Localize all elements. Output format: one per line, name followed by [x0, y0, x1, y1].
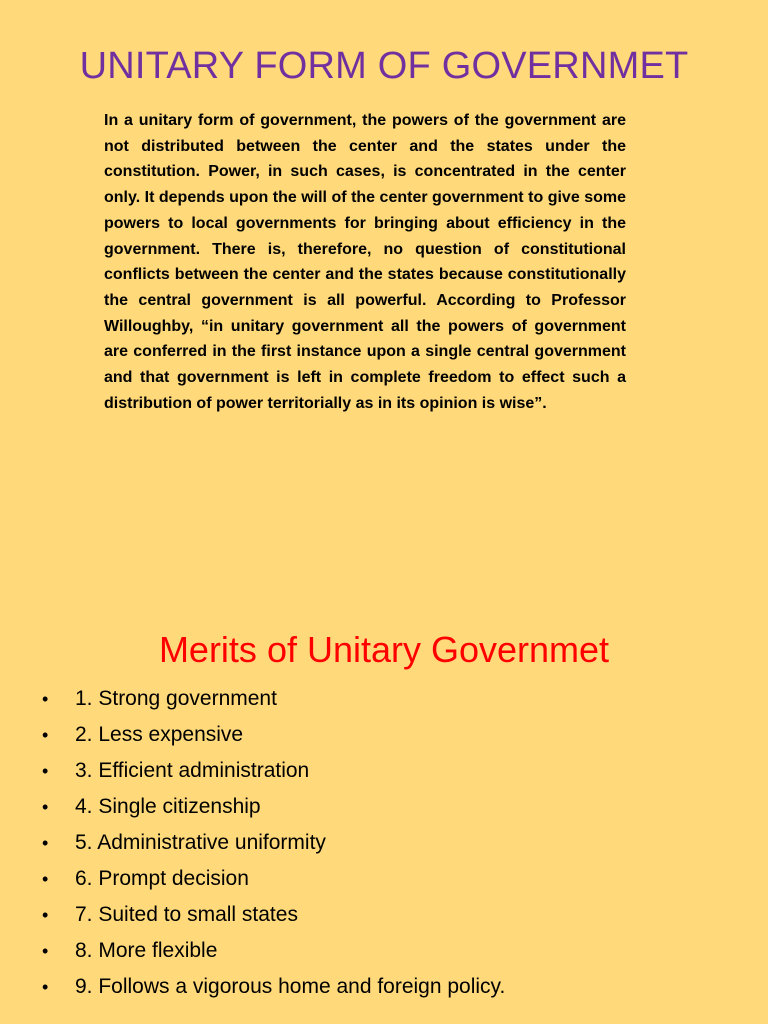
merits-heading: Merits of Unitary Governmet [158, 629, 610, 670]
bullet-icon: • [42, 977, 49, 997]
merit-label: 3. Efficient administration [75, 759, 310, 782]
merit-item [42, 934, 742, 970]
merit-item [42, 862, 742, 898]
merit-item [42, 682, 742, 718]
merit-item [42, 718, 742, 754]
merit-label: 2. Less expensive [75, 723, 244, 746]
merit-item [42, 754, 742, 790]
merit-item [42, 970, 742, 1006]
merit-label: 5. Administrative uniformity [75, 831, 326, 854]
bullet-icon: • [42, 725, 49, 745]
slide-title: UNITARY FORM OF GOVERNMET [79, 45, 689, 87]
merit-label: 7. Suited to small states [75, 903, 298, 926]
merit-item [42, 790, 742, 826]
merit-item [42, 898, 742, 934]
bullet-icon: • [42, 797, 49, 817]
bullet-icon: • [42, 761, 49, 781]
bullet-icon: • [42, 905, 49, 925]
merits-list [42, 682, 742, 1006]
merit-label: 1. Strong government [75, 687, 277, 710]
merit-label: 4. Single citizenship [75, 795, 261, 818]
bullet-icon: • [42, 941, 49, 961]
merit-label: 8. More flexible [75, 939, 218, 962]
merit-item [42, 826, 742, 862]
bullet-icon: • [42, 833, 49, 853]
merit-label: 6. Prompt decision [75, 867, 249, 890]
bullet-icon: • [42, 869, 49, 889]
bullet-icon: • [42, 689, 49, 709]
merit-label: 9. Follows a vigorous home and foreign policy. [75, 975, 506, 998]
definition-paragraph: In a unitary form of government, the powers of the government are not distributed between the center and the states under the constitution. Power, in such cases, is concentrated in the center only. It depends upon the will of the center government to give some powers to local governments for bringing about efficiency in the government. There is, therefore, no question of constitutional conflicts between the center and the states because constitutionally the central government is all powerful. According to Professor Willoughby, “in unitary government all the powers of government are conferred in the first instance upon a single central government and that government is left in complete freedom to effect such a distribution of power territorially as in its opinion is wise”. [104, 112, 626, 412]
